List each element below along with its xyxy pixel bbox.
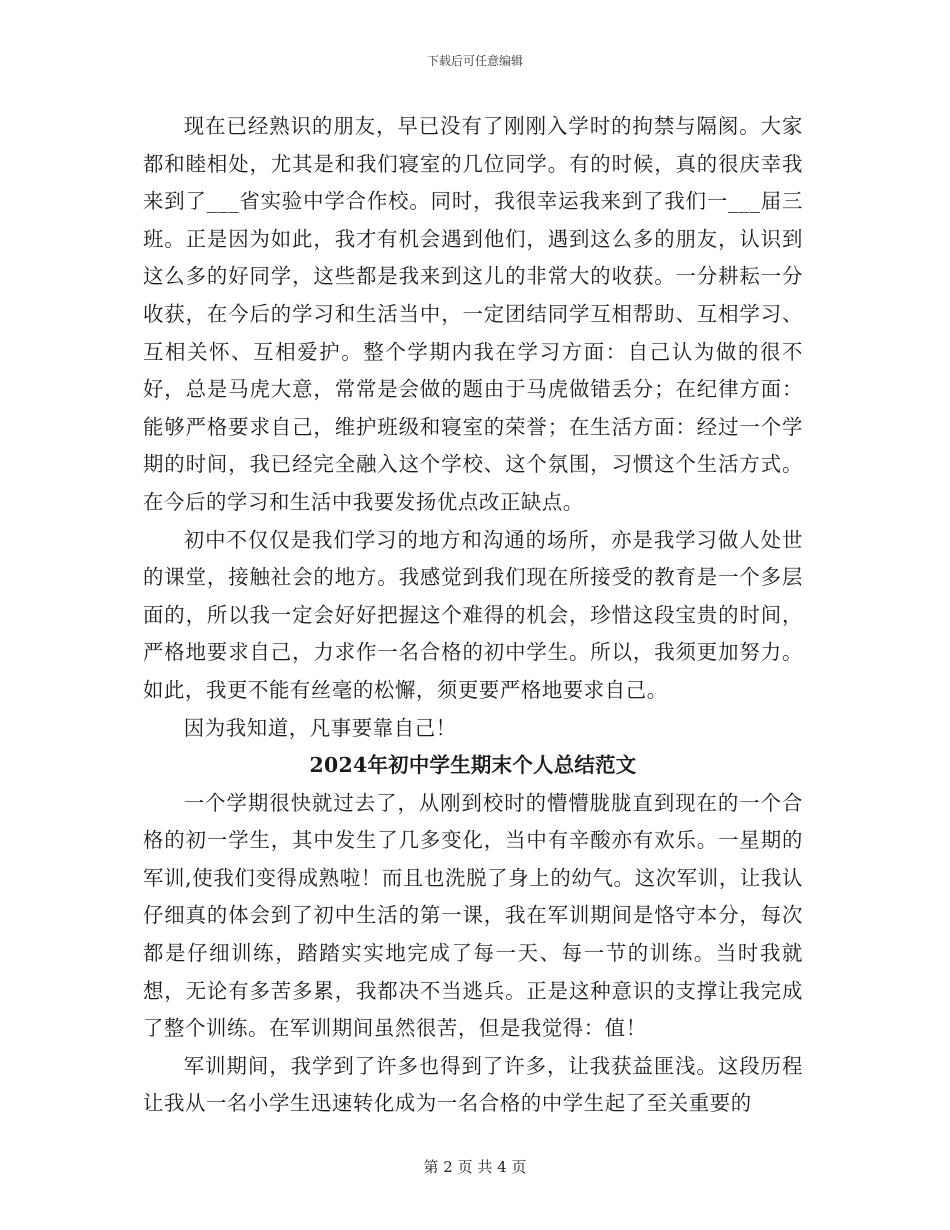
paragraph-military-training: 军训期间，我学到了许多也得到了许多，让我获益匪浅。这段历程让我从一名小学生迅速转化成为一名合格的中学生起了至关重要的 — [143, 1053, 803, 1116]
paragraph-friends: 现在已经熟识的朋友，早已没有了刚刚入学时的拘禁与隔阂。大家都和睦相处，尤其是和我们寝室的几位同学。有的时候，真的很庆幸我来到了___省实验中学合作校。同时，我很幸运我来到了我们一___届三班。正是因为如此，我才有机会遇到他们，遇到这么多的朋友，认识到这么多的好同学，这些都是我来到这儿的非常大的收获。一分耕耘一分收获，在今后的学习和生活当中，一定团结同学互相帮助、互相学习、互相关怀、互相爱护。整个学期内我在学习方面：自己认为做的很不好，总是马虎大意，常常是会做的题由于马虎做错丢分；在纪律方面：能够严格要求自己，维护班级和寝室的荣誉；在生活方面：经过一个学期的时间，我已经完全融入这个学校、这个氛围，习惯这个生活方式。在今后的学习和生活中我要发扬优点改正缺点。 — [143, 114, 803, 514]
paragraph-junior-high: 初中不仅仅是我们学习的地方和沟通的场所，亦是我学习做人处世的课堂，接触社会的地方。我感觉到我们现在所接受的教育是一个多层面的，所以我一定会好好把握这个难得的机会，珍惜这段宝贵的时间，严格地要求自己，力求作一名合格的初中学生。所以，我须更加努力。如此，我更不能有丝毫的松懈，须更要严格地要求自己。 — [143, 527, 803, 702]
page-number: 第 2 页 共 4 页 — [423, 1158, 527, 1176]
document-body — [143, 108, 803, 1123]
page-header: 下载后可任意编辑 — [426, 54, 523, 68]
section-title: 2024年初中学生期末个人总结范文 — [309, 753, 637, 778]
paragraph-rely-on-self: 因为我知道，凡事要靠自己！ — [183, 715, 457, 740]
paragraph-semester: 一个学期很快就过去了，从刚到校时的懵懵胧胧直到现在的一个合格的初一学生，其中发生了几多变化，当中有辛酸亦有欢乐。一星期的军训,使我们变得成熟啦！而且也洗脱了身上的幼气。这次军训，让我认仔细真的体会到了初中生活的第一课，我在军训期间是恪守本分，每次都是仔细训练，踏踏实实地完成了每一天、每一节的训练。当时我就想，无论有多苦多累，我都决不当逃兵。正是这种意识的支撑让我完成了整个训练。在军训期间虽然很苦，但是我觉得：值！ — [143, 790, 803, 1041]
